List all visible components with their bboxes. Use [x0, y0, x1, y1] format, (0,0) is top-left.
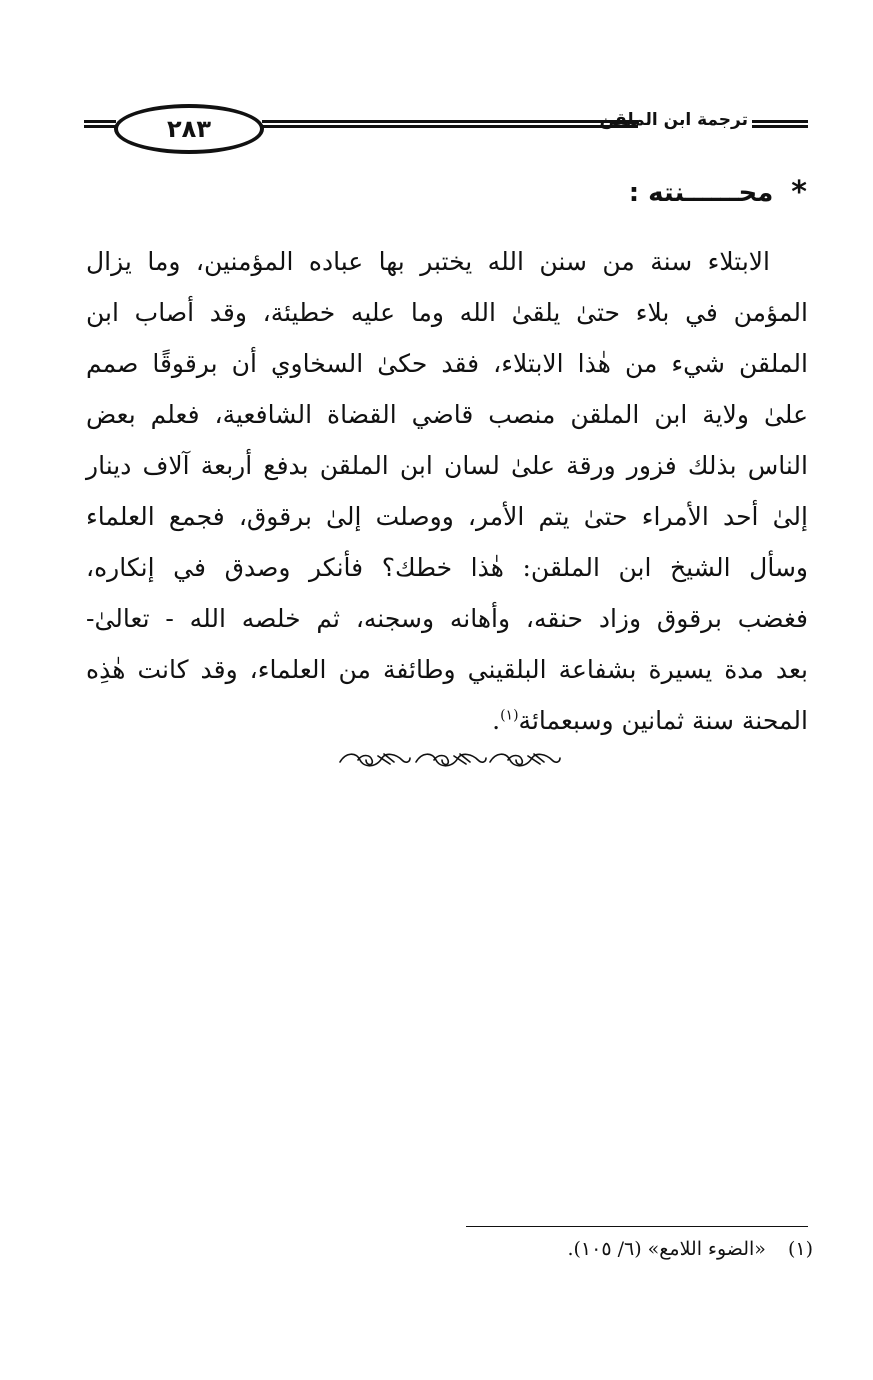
page-number: ٢٨٣ [114, 104, 264, 154]
asterisk-marker: * [791, 175, 807, 210]
body-line: الناس بذلك فزور ورقة علىٰ لسان ابن الملقن بدفع أربعة آلاف دينار [86, 451, 808, 480]
body-line-last [86, 695, 808, 746]
header-rule-left [84, 120, 116, 128]
header-rule-right [752, 120, 808, 128]
body-line: إلىٰ أحد الأمراء حتىٰ يتم الأمر، ووصلت إلىٰ برقوق، فجمع العلماء [86, 502, 808, 531]
footnote-divider [466, 1226, 808, 1227]
ornament-unit-icon [416, 754, 486, 766]
footnote [567, 1238, 813, 1260]
last-line-text: المحنة سنة ثمانين وسبعمائة [518, 706, 808, 735]
ornament-unit-icon [340, 754, 410, 766]
running-title: ترجمة ابن الملقن [599, 110, 748, 130]
ornament-unit-icon [490, 754, 560, 766]
body-text [86, 236, 808, 746]
body-line: فغضب برقوق وزاد حنقه، وأهانه وسجنه، ثم خلصه الله - تعالىٰ- [86, 604, 808, 633]
footnote-text: «الضوء اللامع» (٦/ ١٠٥). [567, 1238, 766, 1260]
last-line-period: . [492, 706, 501, 735]
body-line: علىٰ ولاية ابن الملقن منصب قاضي القضاة الشافعية، فعلم بعض [86, 400, 808, 429]
header-rule-middle [262, 120, 638, 128]
footnote-number: (١) [787, 1238, 813, 1260]
body-line: وسأل الشيخ ابن الملقن: هٰذا خطك؟ فأنكر وصدق في إنكاره، [86, 553, 808, 582]
ornament-divider-icon [336, 748, 562, 772]
footnote-reference: (١) [500, 707, 519, 724]
body-line: بعد مدة يسيرة بشفاعة البلقيني وطائفة من العلماء، وقد كانت هٰذِه [86, 655, 808, 684]
body-line: الابتلاء سنة من سنن الله يختبر بها عباده المؤمنين، وما يزال [86, 247, 770, 276]
running-header [84, 96, 808, 164]
section-title: محــــــنته : [628, 178, 774, 208]
body-line: المؤمن في بلاء حتىٰ يلقىٰ الله وما عليه خطيئة، وقد أصاب ابن [86, 298, 808, 327]
section-heading [628, 175, 807, 210]
body-line: الملقن شيء من هٰذا الابتلاء، فقد حكىٰ السخاوي أن برقوقًا صمم [86, 349, 808, 378]
